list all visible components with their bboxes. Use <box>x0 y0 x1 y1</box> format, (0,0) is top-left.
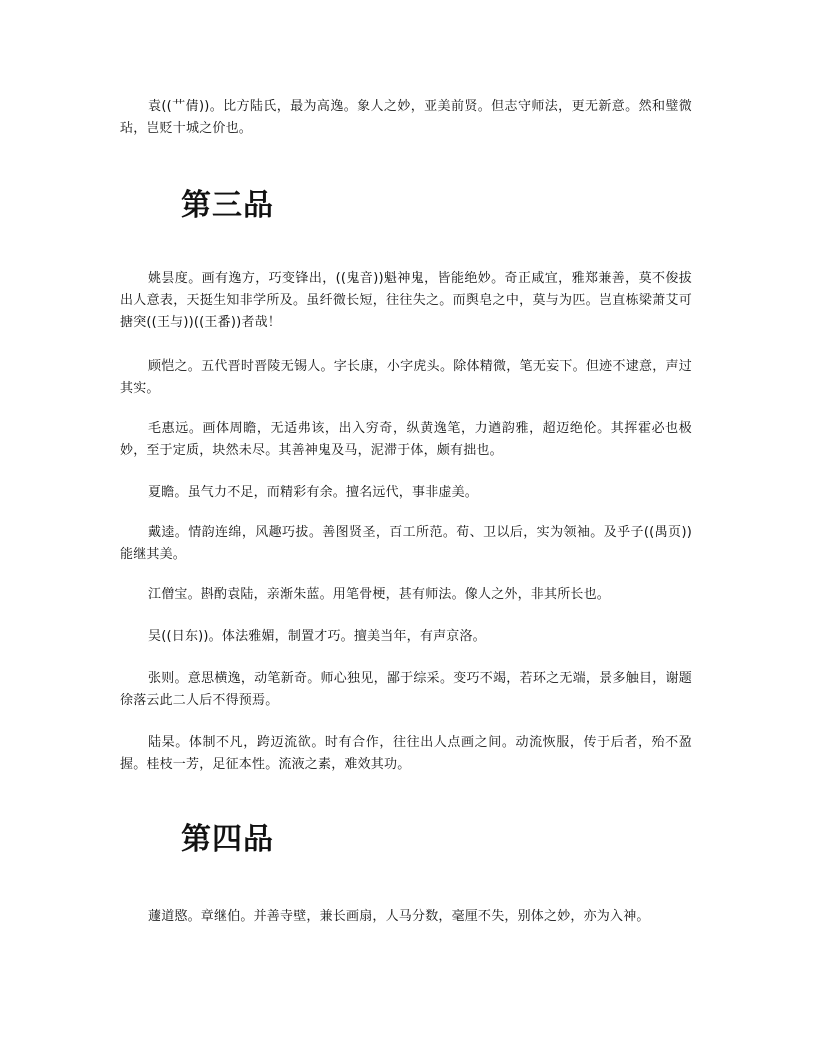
section-heading-fourth-grade: 第四品 <box>181 822 274 857</box>
section-heading-third-grade: 第三品 <box>181 188 274 223</box>
paragraph-gu-kaizhi: 顾恺之。五代晋时晋陵无锡人。字长康，小字虎头。除体精微，笔无妄下。但迹不逮意，声过其实。 <box>120 359 692 396</box>
paragraph-yao-tandu: 姚昙度。画有逸方，巧变锋出，((鬼音))魁神鬼，皆能绝妙。奇正咸宜，雅郑兼善，莫不俊拔出人意表，天挺生知非学所及。虽纤微长短，往往失之。而舆皂之中，莫与为匹。岂直栋梁萧艾可搪突((王与))((王番))者哉！ <box>120 271 692 330</box>
paragraph-qu-daomin: 蘧道愍。章继伯。并善寺壁，兼长画扇，人马分数，毫厘不失，别体之妙，亦为入神。 <box>148 909 650 924</box>
paragraph-lu-gao: 陆杲。体制不凡，跨迈流欲。时有合作，往往出人点画之间。动流恢服，传于后者，殆不盈握。桂枝一芳，足征本性。流液之素，难效其功。 <box>120 735 692 772</box>
paragraph-xia-zhan: 夏瞻。虽气力不足，而精彩有余。擅名远代，事非虚美。 <box>148 485 479 500</box>
intro-paragraph: 袁((艹倩))。比方陆氏，最为高逸。象人之妙，亚美前贤。但志守师法，更无新意。然和璧微玷，岂贬十城之价也。 <box>120 99 692 136</box>
paragraph-mao-huiyuan: 毛惠远。画体周瞻，无适弗该，出入穷奇，纵黄逸笔，力遒韵雅，超迈绝伦。其挥霍必也极妙，至于定质，块然未尽。其善神鬼及马，泥滞于体，颇有拙也。 <box>120 421 692 458</box>
paragraph-wu-dong: 吴((日东))。体法雅媚，制置才巧。擅美当年，有声京洛。 <box>148 629 486 644</box>
paragraph-dai-kui: 戴逵。情韵连绵，风趣巧拔。善图贤圣，百工所范。荀、卫以后，实为领袖。及乎子((禺页))能继其美。 <box>120 525 692 562</box>
paragraph-zhang-ze: 张则。意思横逸，动笔新奇。师心独见，鄙于综采。变巧不竭，若环之无端，景多触目，谢题徐落云此二人后不得预焉。 <box>120 671 692 708</box>
paragraph-jiang-sengbao: 江僧宝。斟酌袁陆，亲渐朱蓝。用笔骨梗，甚有师法。像人之外，非其所长也。 <box>148 587 611 602</box>
